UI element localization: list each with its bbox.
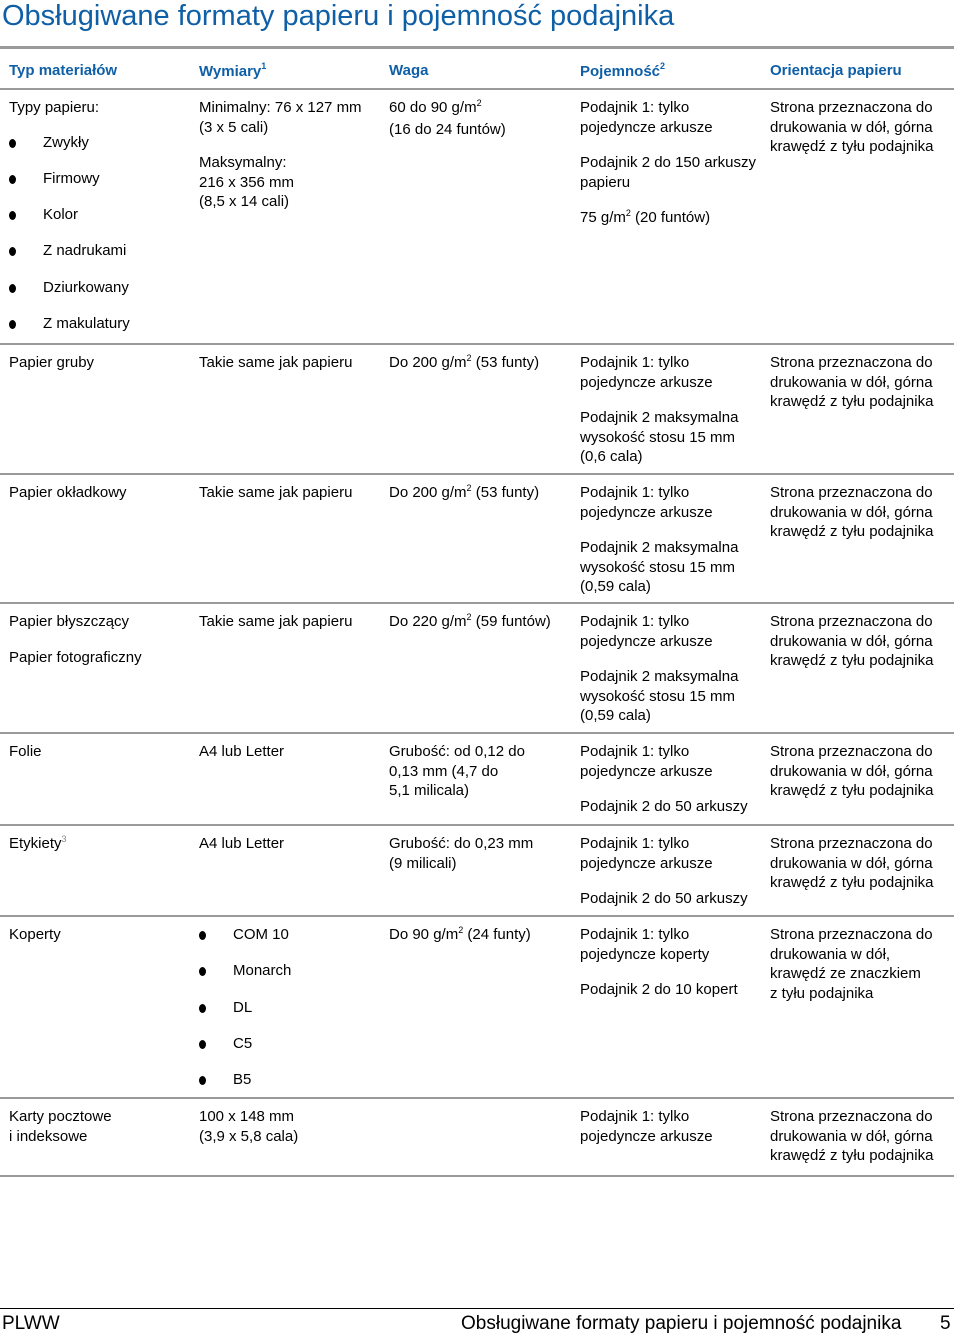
list-item: COM 10 — [199, 925, 291, 945]
table-cell-capacity — [580, 834, 748, 909]
cell-line: z tyłu podajnika — [770, 984, 874, 1002]
cell-line: krawędź z tyłu podajnika — [770, 782, 934, 799]
table-cell-dimensions — [199, 98, 362, 212]
cell-line: (0,59 cala) — [580, 707, 651, 724]
weight-value: Do 200 g/m — [389, 484, 467, 501]
weight-value: (24 funty) — [463, 926, 531, 943]
cell-line: krawędź z tyłu podajnika — [770, 1147, 934, 1164]
table-row-plain-type — [9, 98, 130, 350]
weight-value: Do 200 g/m — [389, 354, 467, 371]
cell-line: krawędź z tyłu podajnika — [770, 393, 934, 410]
cell-line: pojedyncze arkusze — [580, 1127, 713, 1145]
cell-line: (0,59 cala) — [580, 578, 651, 595]
cell-line: krawędź z tyłu podajnika — [770, 523, 934, 540]
table-cell-orientation — [770, 834, 933, 893]
cell-line: Podajnik 2 do 150 arkuszy — [580, 154, 756, 171]
superscript: 2 — [466, 353, 472, 363]
table-cell-orientation — [770, 353, 933, 412]
footer-section: Obsługiwane formaty papieru i pojemność podajnika — [461, 1313, 902, 1334]
table-cell-type — [9, 834, 67, 856]
cell-line: pojedyncze arkusze — [580, 854, 713, 872]
type-label: Etykiety — [9, 835, 62, 852]
table-cell-type: Koperty — [9, 926, 61, 943]
cell-line: Strona przeznaczona do — [770, 1108, 933, 1125]
cell-line: Podajnik 2 maksymalna — [580, 539, 739, 556]
type-label: Typy papieru: — [9, 99, 100, 116]
cell-line: drukowania w dół, — [770, 945, 891, 963]
list-item: Zwykły — [9, 133, 130, 153]
row-divider — [0, 1097, 954, 1099]
table-cell-capacity — [580, 742, 748, 817]
table-cell-type — [9, 1107, 112, 1146]
cell-line: Strona przeznaczona do — [770, 835, 933, 852]
footnote-marker: 3 — [61, 834, 67, 844]
cell-line: drukowania w dół, górna — [770, 503, 933, 521]
table-cell-type — [9, 612, 142, 667]
cell-line: Papier fotograficzny — [9, 648, 142, 666]
cell-line: Grubość: do 0,23 mm — [389, 835, 534, 852]
superscript: 2 — [466, 483, 472, 493]
cell-line: Podajnik 1: tylko — [580, 835, 690, 852]
table-cell-dimensions: A4 lub Letter — [199, 743, 285, 760]
cell-line: wysokość stosu 15 mm — [580, 558, 736, 576]
table-cell-weight — [389, 612, 551, 634]
cell-line: Podajnik 1: tylko — [580, 743, 690, 760]
cell-line: pojedyncze arkusze — [580, 118, 713, 136]
cell-line: 0,13 mm (4,7 do — [389, 762, 499, 780]
weight-value: (20 funtów) — [630, 209, 711, 226]
weight-value: 60 do 90 g/m — [389, 99, 477, 116]
cell-line: Podajnik 2 do 50 arkuszy — [580, 798, 748, 815]
superscript: 2 — [476, 98, 482, 108]
cell-line: drukowania w dół, górna — [770, 762, 933, 780]
row-divider — [0, 1175, 954, 1177]
table-cell-capacity — [580, 483, 738, 597]
table-cell-weight — [389, 834, 533, 873]
cell-line: papieru — [580, 173, 631, 191]
cell-line: (3,9 x 5,8 cala) — [199, 1127, 299, 1145]
table-cell-capacity — [580, 98, 756, 230]
cell-line: Podajnik 2 maksymalna — [580, 668, 739, 685]
cell-line: Strona przeznaczona do — [770, 354, 933, 371]
weight-value: 75 g/m — [580, 209, 626, 226]
cell-line: drukowania w dół, górna — [770, 373, 933, 391]
cell-line: pojedyncze arkusze — [580, 373, 713, 391]
header-dimensions-footnote: 1 — [261, 61, 267, 71]
table-cell-weight — [389, 925, 531, 947]
cell-line: Podajnik 1: tylko — [580, 1108, 690, 1125]
table-cell-orientation — [770, 483, 933, 542]
row-divider — [0, 473, 954, 475]
cell-line: Podajnik 1: tylko — [580, 613, 690, 630]
cell-line: Podajnik 1: tylko — [580, 354, 690, 371]
footer-left: PLWW — [2, 1313, 60, 1334]
cell-line: i indeksowe — [9, 1127, 88, 1145]
cell-line: (16 do 24 funtów) — [389, 120, 506, 138]
paper-type-list — [9, 133, 130, 334]
list-item: Firmowy — [9, 169, 130, 189]
table-cell-dimensions: Takie same jak papieru — [199, 484, 353, 501]
list-item: B5 — [199, 1070, 291, 1090]
cell-line: wysokość stosu 15 mm — [580, 428, 736, 446]
list-item: Monarch — [199, 961, 291, 981]
page-title: Obsługiwane formaty papieru i pojemność podajnika — [2, 0, 675, 32]
cell-line: pojedyncze koperty — [580, 945, 710, 963]
cell-line: krawędź z tyłu podajnika — [770, 652, 934, 669]
row-divider — [0, 602, 954, 604]
list-item: Kolor — [9, 205, 130, 225]
cell-line: 100 x 148 mm — [199, 1108, 295, 1125]
cell-line: Papier błyszczący — [9, 613, 130, 630]
cell-line: Strona przeznaczona do — [770, 613, 933, 630]
weight-value: Do 220 g/m — [389, 613, 467, 630]
row-divider — [0, 915, 954, 917]
table-cell-dimensions: Takie same jak papieru — [199, 613, 353, 630]
cell-line: pojedyncze arkusze — [580, 762, 713, 780]
cell-line: krawędź ze znaczkiem — [770, 965, 921, 982]
envelope-size-list — [199, 925, 291, 1090]
list-item: Z nadrukami — [9, 241, 130, 261]
cell-line: Strona przeznaczona do — [770, 99, 933, 116]
table-cell-weight — [389, 483, 539, 505]
list-item: C5 — [199, 1034, 291, 1054]
cell-line: Podajnik 1: tylko — [580, 99, 690, 116]
superscript: 2 — [625, 208, 631, 218]
table-cell-orientation — [770, 925, 933, 1003]
table-cell-type: Folie — [9, 743, 42, 760]
cell-line: drukowania w dół, górna — [770, 118, 933, 136]
cell-line: wysokość stosu 15 mm — [580, 687, 736, 705]
list-item: Dziurkowany — [9, 278, 130, 298]
header-weight: Waga — [389, 62, 429, 79]
list-item: DL — [199, 998, 291, 1018]
table-cell-capacity — [580, 612, 738, 726]
header-dimensions — [199, 62, 266, 80]
cell-line: Strona przeznaczona do — [770, 926, 933, 943]
cell-line: Strona przeznaczona do — [770, 743, 933, 760]
weight-value: (53 funty) — [471, 354, 540, 371]
cell-line: (3 x 5 cali) — [199, 118, 269, 136]
cell-line — [389, 98, 506, 120]
cell-line: Minimalny: 76 x 127 mm — [199, 99, 362, 116]
table-cell-weight — [389, 98, 506, 139]
header-type: Typ materiałów — [9, 62, 118, 79]
title-divider — [0, 46, 954, 49]
cell-line: 216 x 356 mm — [199, 173, 295, 191]
table-cell-orientation — [770, 612, 933, 671]
table-cell-weight — [389, 353, 539, 375]
table-cell-dimensions — [199, 925, 291, 1106]
cell-line: drukowania w dół, górna — [770, 1127, 933, 1145]
row-divider — [0, 343, 954, 345]
cell-line: drukowania w dół, górna — [770, 632, 933, 650]
superscript: 2 — [466, 612, 472, 622]
cell-line: krawędź z tyłu podajnika — [770, 138, 934, 155]
cell-line: Podajnik 1: tylko — [580, 484, 690, 501]
header-dimensions-label: Wymiary — [199, 63, 262, 80]
header-capacity — [580, 62, 665, 80]
superscript: 2 — [458, 925, 464, 935]
cell-line: (9 milicali) — [389, 854, 457, 872]
row-divider — [0, 824, 954, 826]
table-cell-type: Papier okładkowy — [9, 484, 127, 501]
row-divider — [0, 732, 954, 734]
cell-line — [580, 208, 756, 230]
table-cell-orientation — [770, 98, 933, 157]
cell-line: (8,5 x 14 cali) — [199, 193, 290, 210]
cell-line: 5,1 milicala) — [389, 782, 470, 799]
cell-line: Maksymalny: — [199, 154, 287, 171]
cell-line: Podajnik 2 maksymalna — [580, 409, 739, 426]
cell-line: krawędź z tyłu podajnika — [770, 874, 934, 891]
header-orientation: Orientacja papieru — [770, 62, 902, 79]
cell-line: pojedyncze arkusze — [580, 632, 713, 650]
table-cell-orientation — [770, 1107, 933, 1166]
cell-line: Grubość: od 0,12 do — [389, 743, 525, 760]
weight-value: (59 funtów) — [471, 613, 551, 630]
cell-line: (0,6 cala) — [580, 448, 643, 465]
table-cell-type: Papier gruby — [9, 354, 95, 371]
table-cell-dimensions — [199, 1107, 298, 1146]
list-item: Z makulatury — [9, 314, 130, 334]
cell-line: Podajnik 2 do 10 kopert — [580, 981, 738, 998]
table-cell-dimensions: Takie same jak papieru — [199, 354, 353, 371]
table-cell-capacity — [580, 1107, 713, 1146]
table-cell-dimensions: A4 lub Letter — [199, 835, 285, 852]
table-cell-orientation — [770, 742, 933, 801]
page-number: 5 — [940, 1313, 951, 1334]
cell-line: Podajnik 1: tylko — [580, 926, 690, 943]
cell-line: drukowania w dół, górna — [770, 854, 933, 872]
weight-value: (53 funty) — [471, 484, 540, 501]
header-capacity-label: Pojemność — [580, 63, 661, 80]
cell-line: Podajnik 2 do 50 arkuszy — [580, 890, 748, 907]
header-divider — [0, 88, 954, 90]
weight-value: Do 90 g/m — [389, 926, 459, 943]
table-cell-capacity — [580, 353, 738, 467]
header-capacity-footnote: 2 — [660, 61, 666, 71]
table-cell-weight — [389, 742, 525, 801]
cell-line: Strona przeznaczona do — [770, 484, 933, 501]
cell-line: Karty pocztowe — [9, 1108, 112, 1125]
table-cell-capacity — [580, 925, 738, 1000]
footer-divider — [0, 1308, 954, 1309]
cell-line: pojedyncze arkusze — [580, 503, 713, 521]
